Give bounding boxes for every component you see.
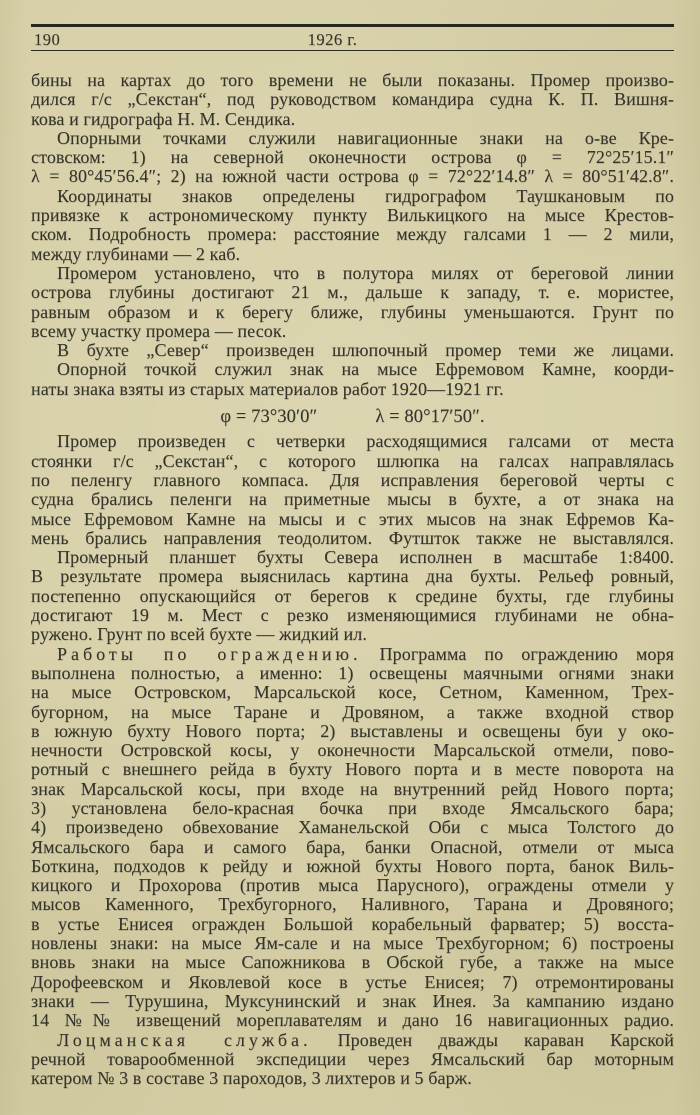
longitude-value: λ = 80°17′50″.: [375, 407, 485, 428]
text-line: [31, 1031, 674, 1050]
paragraph: [31, 432, 674, 548]
paragraph-works-guarding: [31, 645, 674, 1031]
text-line: кова и гидрографа Н. М. Сендика.: [31, 108, 296, 129]
text-line: ском. Подробность промера: расстояние между галсами 1 — 2 мили,: [31, 224, 674, 245]
text-line: новлены знаки: на мысе Ям-сале и на мысе Трехбугорном; 6) построены: [31, 933, 674, 954]
paragraph: [31, 71, 674, 129]
page-number: 190: [34, 30, 61, 49]
paragraph: [31, 264, 674, 341]
text-line: знак Марсальской косы, при входе на внутренний рейд Нового порта;: [31, 778, 674, 799]
text-line: равным образом и к берегу ближе, глубины уменьшаются. Грунт по: [31, 301, 674, 322]
text-line: 3) установлена бело-красная бочка при входе Ямсальского бара;: [31, 797, 674, 818]
text-line: дился г/с „Секстан“, под руководством командира судна К. П. Вишня-: [31, 89, 674, 110]
text-line: мысов Каменного, Трехбугорного, Наливного, Тарана и Дровяного;: [31, 894, 674, 915]
text-line: Промерный планшет бухты Севера исполнен в масштабе 1:8400.: [57, 547, 674, 568]
text-line: знаки — Турушина, Муксунинский и знак Инея. За кампанию издано: [31, 990, 674, 1011]
paragraph: [31, 341, 674, 360]
page-text: [31, 71, 674, 1088]
text-line: в южную бухту Нового порта; 2) выставлены и освещены буи у око-: [31, 720, 674, 741]
text-line: мысе Ефремовом Камне на мысы и с этих мысов на знак Ефремов Ка-: [31, 508, 674, 529]
text-line: судна брались пеленги на приметные мысы в бухте, а от знака на: [31, 489, 674, 510]
text-line: речной товарообменной экспедиции через Ямсальский бар моторным: [31, 1048, 674, 1069]
text-line: Промер произведен с четверки расходящимися галсами от места: [57, 431, 674, 452]
section-heading-pilot-service: Лоцманская служба.: [57, 1029, 312, 1050]
text-line: на мысе Островском, Марсальской косе, Сетном, Каменном, Трех-: [31, 682, 674, 703]
coordinates-formula: [31, 407, 674, 426]
text-line: наты знака взяты из старых материалов работ 1920—1921 гг.: [31, 378, 504, 399]
text-line: между глубинами — 2 каб.: [31, 243, 241, 264]
text-line: по пеленгу главного компаса. Для исправления береговой черты с: [31, 469, 674, 490]
text-line: острова глубины достигают 21 м., дальше к западу, т. е. мористее,: [31, 282, 674, 303]
paragraph: [31, 548, 674, 644]
paragraph: [31, 187, 674, 264]
text-line: стоянки г/с „Секстан“, с которого шлюпка на галсах направлялась: [31, 450, 674, 471]
text-line: бугорном, на мысе Таране и Дровяном, а также входной створ: [31, 701, 674, 722]
text-line: мень брались направления теодолитом. Футшток также не выставлялся.: [31, 527, 674, 548]
text-line: ружено. Грунт по всей бухте — жидкий ил.: [31, 624, 367, 645]
text-line: 14 №№ извещений мореплавателям и дано 16 навигационных радио.: [31, 1010, 674, 1031]
heading-line-rest: Программа по ограждению моря: [379, 643, 675, 664]
text-line: λ = 80°45′56.4″; 2) на южной части острова φ = 72°22′14.8″ λ = 80°51′42.8″.: [31, 166, 674, 187]
section-heading-guarding-works: Работы по ограждению.: [57, 643, 362, 664]
text-line: привязке к астрономическому пункту Вилькицкого на мысе Крестов-: [31, 205, 674, 226]
text-line: Дорофеевском и Яковлевой косе в устье Енисея; 7) отремонтированы: [31, 971, 674, 992]
paragraph: [31, 129, 674, 187]
text-line: ротный с внешнего рейда в бухту Нового порта и в месте поворота на: [31, 759, 674, 780]
text-line: кицкого и Прохорова (против мыса Парусного), ограждены отмели у: [31, 875, 674, 896]
text-line: Промером установлено, что в полутора милях от береговой линии: [57, 262, 674, 283]
text-line: Опорными точками служили навигационные знаки на о-ве Кре-: [57, 127, 674, 148]
text-line: В результате промера выяснилась картина дна бухты. Рельеф ровный,: [31, 566, 674, 587]
text-line: достигают 19 м. Мест с резко изменяющимися глубинами не обна-: [31, 605, 674, 626]
paragraph-pilot-service: [31, 1031, 674, 1089]
text-line: всему участку промера — песок.: [31, 320, 287, 341]
year-label: 1926 г.: [307, 30, 358, 49]
text-line: нечности Островской косы, у оконечности Марсальской отмели, пово-: [31, 740, 674, 761]
paragraph: [31, 360, 674, 399]
text-line: [31, 645, 674, 664]
text-line: Опорной точкой служил знак на мысе Ефремовом Камне, коорди-: [57, 359, 674, 380]
text-line: стовском: 1) на северной оконечности острова φ = 72°25′15.1″: [31, 147, 674, 168]
text-line: бины на картах до того времени не были показаны. Промер произво-: [31, 70, 674, 90]
text-line: Ямсальского бара и самого бара, банки Опасной, отмели от мыса: [31, 836, 674, 857]
text-line: катером № 3 в составе 3 пароходов, 3 лихтеров и 5 барж.: [31, 1068, 472, 1089]
text-line: В бухте „Север“ произведен шлюпочный промер теми же лицами.: [57, 340, 674, 361]
latitude-value: φ = 73°30′0″: [220, 407, 318, 428]
text-line: выполнена полностью, а именно: 1) освещены маячными огнями знаки: [31, 662, 674, 683]
running-head: [31, 24, 674, 51]
heading-line-rest: Проведен дважды караван Карской: [337, 1029, 675, 1050]
text-line: Боткина, подходов к рейду и южной бухты Нового порта, банок Виль-: [31, 855, 674, 876]
text-line: вновь знаки на мысе Сапожникова в Обской губе, а также на мысе: [31, 952, 674, 973]
text-line: Координаты знаков определены гидрографом Таушкановым по: [57, 185, 674, 206]
text-line: постепенно опускающийся от берегов к средине бухты, где глубины: [31, 585, 674, 606]
text-line: в устье Енисея огражден Большой корабельный фарватер; 5) восста-: [31, 913, 674, 934]
text-line: 4) произведено обвехование Хаманельской Оби с мыса Толстого до: [31, 817, 674, 838]
